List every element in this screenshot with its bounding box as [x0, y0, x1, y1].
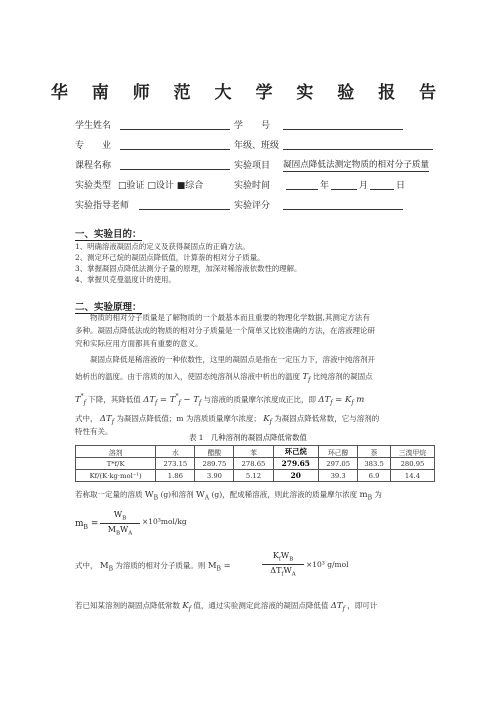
equation-explanation-line: 式中， $\Delta T_f$ 为凝固点降低值；m 为溶质质量摩尔浓度； $K_f$ 为凝固点降低常数，它与溶剂的 — [75, 414, 380, 426]
table-header-cell: 水 — [156, 446, 195, 458]
day-field[interactable] — [370, 189, 394, 190]
molar-mass-text-line: 式中， $M_B$ 为溶质的相对分子质量。则 $M_B$ = — [75, 561, 231, 573]
table-header-cell: 醋酸 — [195, 446, 234, 458]
grade-class-field[interactable] — [283, 149, 433, 150]
student-name-label: 学生姓名 — [75, 121, 112, 131]
formula-denominator: $\Delta T_fW_A$ — [270, 566, 296, 578]
table-row-label: T*f/K — [76, 458, 156, 470]
report-title: 华 南 师 范 大 学 实 验 报 告 — [50, 83, 446, 103]
table-header-cell: 萘 — [358, 446, 391, 458]
fraction-bar — [100, 523, 140, 524]
course-field[interactable] — [120, 169, 230, 170]
type-label: 实验类型 — [75, 181, 112, 191]
table-header-cell: 溶剂 — [76, 446, 156, 458]
day-label: 日 — [396, 181, 406, 191]
freezing-point-equation-line: $T^*_f$ 下降，其降低值 $\Delta T_f = T^*_f - T_f$ 与溶液的质量摩尔浓度成正比，即 $\Delta T_f = K_f$ m — [75, 393, 365, 407]
section-principle-heading: 二、实验原理： — [75, 302, 142, 313]
formula-numerator: $W_B$ — [113, 510, 127, 522]
table-header-cell: 苯 — [234, 446, 273, 458]
formula-numerator: $K_fW_B$ — [272, 551, 294, 563]
final-text-line: 若已知某溶剂的凝固点降低常数 $K_f$ 值，通过实验测定此溶液的凝固点降低值 $\Delta T_f$ ，即可计 — [75, 601, 378, 613]
principle-paragraph-line: 究和实际应用方面都具有重要的意义。 — [75, 339, 203, 348]
table-header-cell: 三溴甲烷 — [390, 446, 434, 458]
table-cell: 280.95 — [390, 458, 434, 470]
molality-unit: ×10³mol/kg — [142, 517, 187, 526]
principle-paragraph-line: 物质的相对分子质量是了解物质的一个最基本而且重要的物理化学数据,其测定方法有 — [90, 313, 370, 322]
major-field[interactable] — [120, 149, 230, 150]
year-label: 年 — [320, 181, 330, 191]
principle-paragraph-line: 凝固点降低是稀溶液的一种依数性，这里的凝固点是指在一定压力下，溶液中纯溶剂开 — [90, 355, 375, 364]
grade-class-label: 年级、班级 — [234, 141, 280, 151]
table-cell: 279.65 — [273, 458, 319, 470]
table-row — [76, 470, 435, 482]
project-label: 实验项目 — [234, 161, 271, 171]
month-field[interactable] — [331, 189, 357, 190]
table-header-cell: 环己醇 — [319, 446, 358, 458]
month-label: 月 — [359, 181, 369, 191]
section-objectives-heading: 一、实验目的： — [75, 229, 142, 240]
objective-item: 4、掌握贝克曼温度计的使用。 — [75, 275, 176, 284]
table-cell: 39.3 — [319, 470, 358, 482]
objective-item: 1、明确溶液凝固点的定义及获得凝固点的正确方法。 — [75, 242, 250, 251]
table-row — [76, 458, 435, 470]
time-label: 实验时间 — [234, 181, 271, 191]
student-id-label: 学 号 — [234, 121, 271, 131]
table-caption: 表 1 几种溶剂的凝固点降低常数值 — [189, 433, 307, 442]
formula-denominator: $M_BW_A$ — [107, 525, 133, 537]
molar-mass-unit: ×10³ g/mol — [306, 560, 349, 569]
course-label: 课程名称 — [75, 161, 112, 171]
score-field[interactable] — [283, 209, 403, 210]
teacher-label: 实验指导老师 — [75, 201, 130, 211]
table-cell: 289.75 — [195, 458, 234, 470]
table-header-row — [76, 446, 435, 458]
table-cell: 278.65 — [234, 458, 273, 470]
table-header-cell: 环己烷 — [273, 446, 319, 458]
year-field[interactable] — [286, 189, 318, 190]
constants-table — [75, 445, 435, 482]
teacher-field[interactable] — [139, 209, 230, 210]
table-cell: 273.15 — [156, 458, 195, 470]
fraction-bar — [262, 564, 304, 565]
table-cell: 6.9 — [358, 470, 391, 482]
principle-paragraph-line: 始析出的温度。由于溶质的加入，使固态纯溶剂从溶液中析出的温度 $T_f$ 比纯溶剂的凝固点 — [75, 372, 373, 384]
student-id-field[interactable] — [283, 129, 403, 130]
major-label: 专 业 — [75, 141, 112, 151]
student-name-field[interactable] — [120, 129, 230, 130]
table-cell: 3.90 — [195, 470, 234, 482]
project-value[interactable]: 凝固点降低法测定物质的相对分子质量 — [283, 160, 430, 170]
molality-formula-lhs: $m_B$ = — [75, 519, 99, 531]
molality-text-line: 若称取一定量的溶质 $W_B$ (g)和溶剂 $W_A$ (g)，配成稀溶液，则此溶液的质量摩尔浓度 $m_B$ 为 — [75, 490, 382, 502]
table-cell: 20 — [273, 470, 319, 482]
table-cell: 1.86 — [156, 470, 195, 482]
table-cell: 14.4 — [390, 470, 434, 482]
principle-paragraph-line: 特性有关。 — [75, 427, 113, 436]
table-cell: 5.12 — [234, 470, 273, 482]
principle-paragraph-line: 多种。凝固点降低法成的物质的相对分子质量是一个简单又比较准确的方法，在溶液理论研 — [75, 326, 375, 335]
score-label: 实验评分 — [234, 201, 271, 211]
table-cell: 383.5 — [358, 458, 391, 470]
table-row-label: Kf/(K·kg·mol⁻¹) — [76, 470, 156, 482]
type-options[interactable]: □验证 □设计 ■综合 — [118, 181, 204, 191]
objective-item: 2、测定环己烷的凝固点降低值，计算萘的相对分子质量。 — [75, 253, 265, 262]
objective-item: 3、掌握凝固点降低法测分子量的原理，加深对稀溶液依数性的理解。 — [75, 264, 302, 273]
table-cell: 297.05 — [319, 458, 358, 470]
